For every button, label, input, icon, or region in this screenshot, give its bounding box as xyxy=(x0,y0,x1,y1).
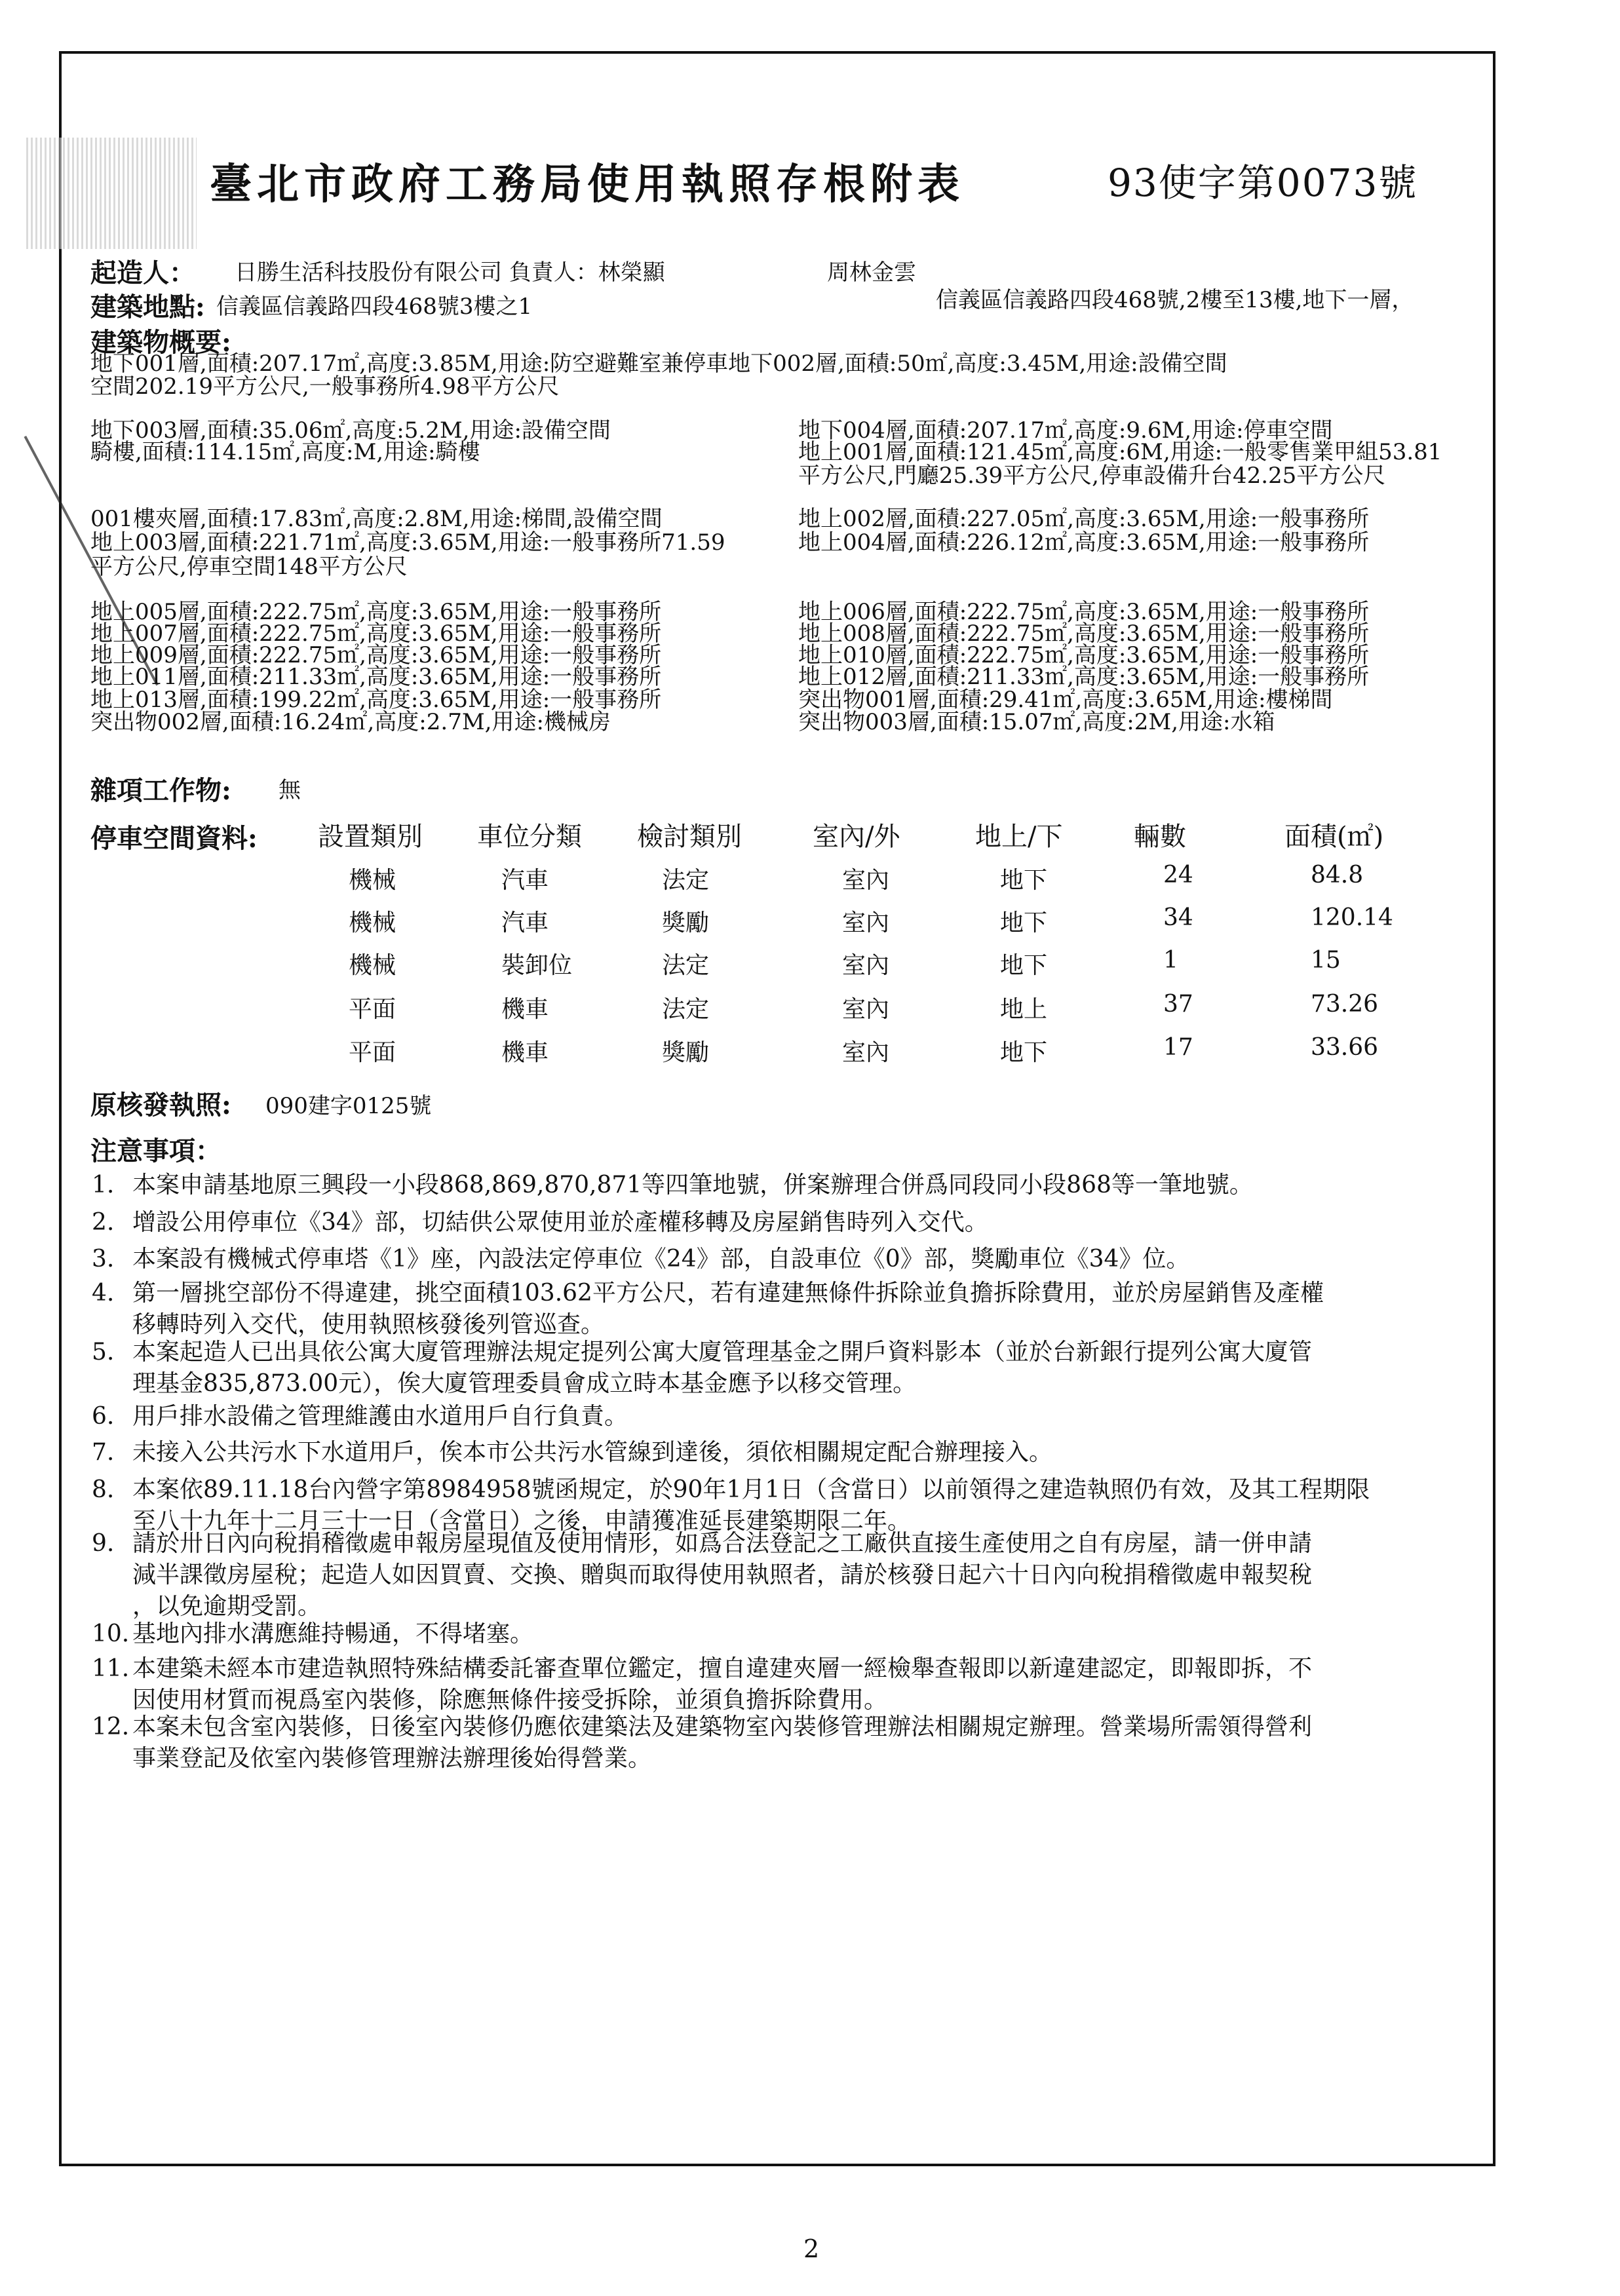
note-number: 5. xyxy=(92,1339,115,1366)
overview-row-right: 地上012層,面積:211.33㎡,高度:3.65M,用途:一般事務所 xyxy=(798,664,1370,690)
note-text: 請於卅日內向稅捐稽徵處申報房屋現值及使用情形，如爲合法登記之工廠供直接生產使用之自有房屋，請一併申請 xyxy=(132,1530,1313,1557)
note-text: 用戶排水設備之管理維護由水道用戶自行負責。 xyxy=(132,1403,628,1430)
parking-cell: 裝卸位 xyxy=(501,952,573,979)
overview-row-left: 平方公尺,停車空間148平方公尺 xyxy=(90,554,408,580)
applicant-value-2: 周林金雲 xyxy=(827,259,916,286)
parking-cell: 24 xyxy=(1163,862,1193,889)
overview-row-left: 突出物002層,面積:16.24㎡,高度:2.7M,用途:機械房 xyxy=(90,709,611,735)
note-item xyxy=(92,1712,1312,1774)
overview-row-right: 地上006層,面積:222.75㎡,高度:3.65M,用途:一般事務所 xyxy=(798,599,1370,625)
parking-header: 輛數 xyxy=(1134,822,1186,852)
overview-row-left: 空間202.19平方公尺,一般事務所4.98平方公尺 xyxy=(90,373,560,400)
parking-cell: 地上 xyxy=(1000,996,1048,1023)
parking-header: 地上/下 xyxy=(975,822,1063,852)
note-item xyxy=(92,1244,1189,1275)
overview-row-right: 突出物003層,面積:15.07㎡,高度:2M,用途:水箱 xyxy=(798,709,1275,735)
note-item xyxy=(92,1337,1312,1400)
parking-cell: 17 xyxy=(1163,1034,1193,1061)
original-license-value: 090建字0125號 xyxy=(265,1093,432,1119)
note-item xyxy=(92,1528,1312,1622)
note-number: 11. xyxy=(92,1655,130,1682)
parking-cell: 34 xyxy=(1163,904,1193,931)
note-text: 未接入公共污水下水道用戶，俟本市公共污水管線到達後，須依相關規定配合辦理接入。 xyxy=(132,1439,1053,1466)
applicant-value: 日勝生活科技股份有限公司 負責人：林榮顯 xyxy=(235,259,665,286)
overview-row-left: 001樓夾層,面積:17.83㎡,高度:2.8M,用途:梯間,設備空間 xyxy=(90,506,663,532)
overview-row-left: 地下003層,面積:35.06㎡,高度:5.2M,用途:設備空間 xyxy=(90,417,611,444)
parking-cell: 1 xyxy=(1163,947,1178,974)
notes-label: 注意事項： xyxy=(90,1136,222,1166)
parking-header: 面積(㎡) xyxy=(1284,822,1384,852)
parking-cell: 機車 xyxy=(501,1039,549,1066)
note-item xyxy=(92,1278,1324,1341)
document-title: 臺北市政府工務局使用執照存根附表 xyxy=(210,160,965,209)
parking-cell: 機械 xyxy=(349,909,396,936)
parking-cell: 汽車 xyxy=(501,909,549,936)
overview-row-left: 地上011層,面積:211.33㎡,高度:3.65M,用途:一般事務所 xyxy=(90,664,662,690)
overview-row-left: 地上013層,面積:199.22㎡,高度:3.65M,用途:一般事務所 xyxy=(90,687,662,713)
note-text: 事業登記及依室內裝修管理辦法辦理後始得營業。 xyxy=(132,1745,652,1772)
parking-header: 設置類別 xyxy=(318,822,423,852)
note-item xyxy=(92,1437,1052,1468)
note-number: 12. xyxy=(92,1713,130,1740)
overview-row-left: 地上005層,面積:222.75㎡,高度:3.65M,用途:一般事務所 xyxy=(90,599,662,625)
overview-row-right: 平方公尺,門廳25.39平方公尺,停車設備升台42.25平方公尺 xyxy=(798,463,1386,489)
note-text: 本案設有機械式停車塔《1》座，內設法定停車位《24》部，自設車位《0》部，獎勵車位《34》位。 xyxy=(132,1246,1190,1272)
note-text: 至八十九年十二月三十一日（含當日）之後，申請獲准延長建築期限二年。 xyxy=(132,1508,912,1535)
note-number: 2. xyxy=(92,1209,115,1236)
parking-cell: 室內 xyxy=(842,996,890,1023)
note-number: 10. xyxy=(92,1620,130,1647)
parking-cell: 法定 xyxy=(662,996,710,1023)
overview-row-right: 地上004層,面積:226.12㎡,高度:3.65M,用途:一般事務所 xyxy=(798,529,1370,556)
parking-header: 車位分類 xyxy=(477,822,582,852)
misc-label: 雜項工作物: xyxy=(90,775,231,806)
note-number: 3. xyxy=(92,1246,115,1272)
overview-row-right: 突出物001層,面積:29.41㎡,高度:3.65M,用途:樓梯間 xyxy=(798,687,1333,713)
applicant-label: 起造人： xyxy=(90,258,195,288)
note-text: 基地內排水溝應維持暢通，不得堵塞。 xyxy=(132,1620,534,1647)
site-value: 信義區信義路四段468號3樓之1 xyxy=(216,294,533,320)
note-number: 9. xyxy=(92,1530,115,1557)
note-text: ，以免逾期受罰。 xyxy=(132,1593,322,1620)
note-item xyxy=(92,1653,1312,1716)
parking-cell: 室內 xyxy=(842,909,890,936)
note-item xyxy=(92,1618,533,1650)
overview-row-right: 地上001層,面積:121.45㎡,高度:6M,用途:一般零售業甲組53.81 xyxy=(798,439,1442,465)
parking-cell: 機械 xyxy=(349,867,396,894)
parking-cell: 汽車 xyxy=(501,867,549,894)
note-text: 本案申請基地原三興段一小段868,869,870,871等四筆地號，併案辦理合併爲同段同小段868等一筆地號。 xyxy=(132,1172,1253,1198)
overview-label: 建築物概要: xyxy=(90,327,231,358)
parking-cell: 73.26 xyxy=(1311,991,1379,1018)
parking-cell: 平面 xyxy=(349,996,396,1023)
parking-cell: 地下 xyxy=(1000,952,1048,979)
overview-row-right: 地上002層,面積:227.05㎡,高度:3.65M,用途:一般事務所 xyxy=(798,506,1370,532)
note-number: 4. xyxy=(92,1280,115,1307)
note-item xyxy=(92,1207,988,1238)
note-text: 本建築未經本市建造執照特殊結構委託審查單位鑑定，擅自違建夾層一經檢舉查報即以新違建認定，即報即拆，不 xyxy=(132,1655,1313,1682)
parking-cell: 法定 xyxy=(662,867,710,894)
parking-cell: 獎勵 xyxy=(662,909,710,936)
parking-label: 停車空間資料: xyxy=(90,823,258,854)
note-text: 因使用材質而視爲室內裝修，除應無條件接受拆除，並須負擔拆除費用。 xyxy=(132,1687,888,1713)
overview-row-left: 地下001層,面積:207.17㎡,高度:3.85M,用途:防空避難室兼停車地下002層,面積:50㎡,高度:3.45M,用途:設備空間 xyxy=(90,351,1227,377)
parking-cell: 15 xyxy=(1311,947,1341,974)
note-number: 7. xyxy=(92,1439,115,1466)
note-text: 本案依89.11.18台內營字第8984958號函規定，於90年1月1日（含當日）以前領得之建造執照仍有效，及其工程期限 xyxy=(132,1476,1370,1503)
parking-cell: 室內 xyxy=(842,867,890,894)
note-text: 減半課徵房屋稅；起造人如因買賣、交換、贈與而取得使用執照者，請於核發日起六十日內向稅捐稽徵處申報契稅 xyxy=(132,1561,1313,1588)
note-item xyxy=(92,1170,1253,1201)
permit-number: 93使字第0073號 xyxy=(1108,161,1418,205)
parking-cell: 室內 xyxy=(842,1039,890,1066)
note-number: 1. xyxy=(92,1172,115,1198)
overview-row-left: 地上007層,面積:222.75㎡,高度:3.65M,用途:一般事務所 xyxy=(90,621,662,647)
overview-row-left: 地上003層,面積:221.71㎡,高度:3.65M,用途:一般事務所71.59 xyxy=(90,529,725,556)
parking-header: 室內/外 xyxy=(813,822,900,852)
parking-cell: 平面 xyxy=(349,1039,396,1066)
parking-cell: 37 xyxy=(1163,991,1193,1018)
parking-cell: 機械 xyxy=(349,952,396,979)
misc-value: 無 xyxy=(279,777,301,803)
site-value-2: 信義區信義路四段468號,2樓至13樓,地下一層， xyxy=(936,287,1414,313)
overview-row-right: 地上010層,面積:222.75㎡,高度:3.65M,用途:一般事務所 xyxy=(798,642,1370,668)
site-label: 建築地點: xyxy=(90,292,205,322)
parking-cell: 機車 xyxy=(501,996,549,1023)
overview-row-right: 地下004層,面積:207.17㎡,高度:9.6M,用途:停車空間 xyxy=(798,417,1333,444)
note-text: 理基金835,873.00元），俟大廈管理委員會成立時本基金應予以移交管理。 xyxy=(132,1370,917,1397)
note-number: 6. xyxy=(92,1403,115,1430)
scan-stamp-mark xyxy=(26,138,197,249)
note-text: 移轉時列入交代，使用執照核發後列管巡查。 xyxy=(132,1311,605,1338)
parking-cell: 法定 xyxy=(662,952,710,979)
parking-cell: 獎勵 xyxy=(662,1039,710,1066)
parking-cell: 120.14 xyxy=(1311,904,1393,931)
parking-cell: 33.66 xyxy=(1311,1034,1379,1061)
note-text: 第一層挑空部份不得違建，挑空面積103.62平方公尺，若有違建無條件拆除並負擔拆除費用，並於房屋銷售及產權 xyxy=(132,1280,1324,1307)
note-number: 8. xyxy=(92,1476,115,1503)
overview-row-left: 騎樓,面積:114.15㎡,高度:M,用途:騎樓 xyxy=(90,439,480,465)
note-text: 本案未包含室內裝修，日後室內裝修仍應依建築法及建築物室內裝修管理辦法相關規定辦理。營業場所需領得營利 xyxy=(132,1713,1313,1740)
parking-header: 檢討類別 xyxy=(637,822,742,852)
parking-cell: 地下 xyxy=(1000,867,1048,894)
overview-row-right: 地上008層,面積:222.75㎡,高度:3.65M,用途:一般事務所 xyxy=(798,621,1370,647)
overview-row-left: 地上009層,面積:222.75㎡,高度:3.65M,用途:一般事務所 xyxy=(90,642,662,668)
original-license-label: 原核發執照: xyxy=(90,1090,231,1120)
parking-cell: 室內 xyxy=(842,952,890,979)
note-text: 增設公用停車位《34》部，切結供公眾使用並於產權移轉及房屋銷售時列入交代。 xyxy=(132,1209,988,1236)
parking-cell: 地下 xyxy=(1000,909,1048,936)
note-text: 本案起造人已出具依公寓大廈管理辦法規定提列公寓大廈管理基金之開戶資料影本（並於台新銀行提列公寓大廈管 xyxy=(132,1339,1313,1366)
parking-cell: 地下 xyxy=(1000,1039,1048,1066)
parking-cell: 84.8 xyxy=(1311,862,1364,889)
note-item xyxy=(92,1401,628,1432)
page-number: 2 xyxy=(803,2234,820,2263)
